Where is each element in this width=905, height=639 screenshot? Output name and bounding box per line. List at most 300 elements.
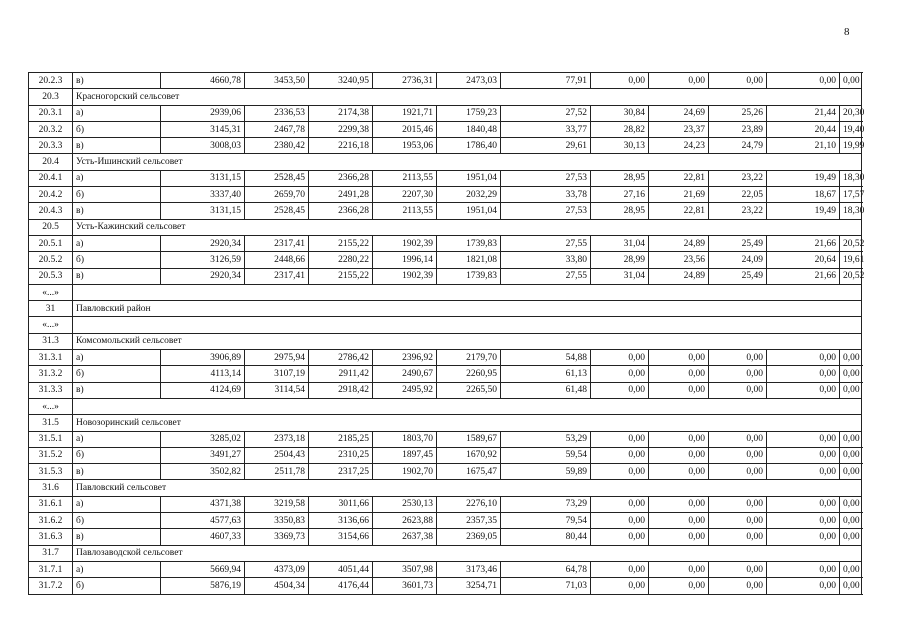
row-code: 31.3.1	[29, 350, 73, 366]
section-code: 20.3	[29, 89, 73, 105]
value-cell: 0,00	[767, 350, 840, 366]
table-row	[29, 235, 862, 251]
row-letter: б)	[73, 366, 161, 382]
value-cell: 2155,22	[309, 235, 373, 251]
value-cell: 0,00	[649, 73, 709, 89]
row-code: 31.6.1	[29, 496, 73, 512]
value-cell: 19,40	[840, 121, 862, 137]
value-cell: 0,00	[591, 366, 649, 382]
section-row	[29, 154, 862, 170]
row-code: 31.6.2	[29, 513, 73, 529]
value-cell: 2260,95	[437, 366, 501, 382]
value-cell: 1670,92	[437, 447, 501, 463]
value-cell: 21,44	[767, 105, 840, 121]
value-cell: 0,00	[767, 447, 840, 463]
value-cell: 0,00	[591, 447, 649, 463]
value-cell: 64,78	[501, 561, 591, 577]
value-cell: 2369,05	[437, 529, 501, 545]
section-row	[29, 333, 862, 349]
value-cell: 30,84	[591, 105, 649, 121]
table-row	[29, 187, 862, 203]
value-cell: 0,00	[649, 561, 709, 577]
value-cell: 0,00	[840, 529, 862, 545]
value-cell: 2310,25	[309, 447, 373, 463]
value-cell: 3240,95	[309, 73, 373, 89]
value-cell: 0,00	[591, 350, 649, 366]
value-cell: 2216,18	[309, 138, 373, 154]
ellipsis-row	[29, 317, 862, 333]
value-cell: 0,00	[840, 382, 862, 398]
value-cell: 59,89	[501, 464, 591, 480]
value-cell: 0,00	[767, 529, 840, 545]
value-cell: 0,00	[649, 464, 709, 480]
row-letter: а)	[73, 235, 161, 251]
value-cell: 0,00	[591, 529, 649, 545]
row-code: 20.4.1	[29, 170, 73, 186]
value-cell: 2317,41	[245, 235, 309, 251]
value-cell: 22,81	[649, 203, 709, 219]
row-letter: а)	[73, 561, 161, 577]
value-cell: 0,00	[649, 447, 709, 463]
value-cell: 25,49	[709, 235, 767, 251]
value-cell: 2280,22	[309, 252, 373, 268]
value-cell: 24,23	[649, 138, 709, 154]
row-code: 31.5.3	[29, 464, 73, 480]
row-letter: а)	[73, 105, 161, 121]
value-cell: 23,22	[709, 170, 767, 186]
table-row	[29, 464, 862, 480]
value-cell: 24,09	[709, 252, 767, 268]
row-letter: в)	[73, 203, 161, 219]
value-cell: 2911,42	[309, 366, 373, 382]
value-cell: 1951,04	[437, 170, 501, 186]
value-cell: 3136,66	[309, 513, 373, 529]
table-row	[29, 431, 862, 447]
section-row	[29, 415, 862, 431]
value-cell: 3107,19	[245, 366, 309, 382]
value-cell: 27,16	[591, 187, 649, 203]
value-cell: 2336,53	[245, 105, 309, 121]
section-label: Усть-Ишинский сельсовет	[73, 154, 862, 170]
table-row	[29, 350, 862, 366]
value-cell: 0,00	[840, 350, 862, 366]
value-cell: 2659,70	[245, 187, 309, 203]
value-cell: 1902,70	[373, 464, 437, 480]
value-cell: 0,00	[709, 431, 767, 447]
row-code: 20.5.2	[29, 252, 73, 268]
value-cell: 4577,63	[161, 513, 245, 529]
value-cell: 20,64	[767, 252, 840, 268]
row-code: 20.3.3	[29, 138, 73, 154]
value-cell: 0,00	[591, 513, 649, 529]
row-code: 20.3.2	[29, 121, 73, 137]
value-cell: 0,00	[649, 350, 709, 366]
value-cell: 24,89	[649, 235, 709, 251]
value-cell: 28,95	[591, 203, 649, 219]
value-cell: 61,13	[501, 366, 591, 382]
value-cell: 29,61	[501, 138, 591, 154]
row-letter: в)	[73, 529, 161, 545]
value-cell: 2736,31	[373, 73, 437, 89]
ellipsis-mark: «...»	[29, 317, 73, 333]
value-cell: 4660,78	[161, 73, 245, 89]
row-letter: в)	[73, 382, 161, 398]
value-cell: 2637,38	[373, 529, 437, 545]
table-row	[29, 73, 862, 89]
value-cell: 0,00	[591, 496, 649, 512]
value-cell: 0,00	[767, 366, 840, 382]
value-cell: 4051,44	[309, 561, 373, 577]
value-cell: 24,79	[709, 138, 767, 154]
section-label: Павловский район	[73, 301, 862, 317]
value-cell: 3011,66	[309, 496, 373, 512]
section-row	[29, 301, 862, 317]
value-cell: 19,49	[767, 203, 840, 219]
empty-cell	[73, 398, 862, 414]
value-cell: 20,30	[840, 105, 862, 121]
ellipsis-row	[29, 284, 862, 300]
table-row	[29, 513, 862, 529]
table-row	[29, 268, 862, 284]
value-cell: 0,00	[840, 513, 862, 529]
section-label: Павлозаводской сельсовет	[73, 545, 862, 561]
value-cell: 0,00	[840, 447, 862, 463]
value-cell: 2113,55	[373, 203, 437, 219]
value-cell: 2786,42	[309, 350, 373, 366]
value-cell: 0,00	[840, 366, 862, 382]
value-cell: 2366,28	[309, 170, 373, 186]
tariff-table	[28, 72, 865, 595]
value-cell: 3453,50	[245, 73, 309, 89]
value-cell: 5669,94	[161, 561, 245, 577]
value-cell: 3369,73	[245, 529, 309, 545]
value-cell: 0,00	[649, 431, 709, 447]
value-cell: 2528,45	[245, 203, 309, 219]
value-cell: 19,61	[840, 252, 862, 268]
section-label: Новозоринский сельсовет	[73, 415, 862, 431]
value-cell: 2473,03	[437, 73, 501, 89]
row-code: 20.4.2	[29, 187, 73, 203]
row-letter: б)	[73, 252, 161, 268]
row-letter: в)	[73, 138, 161, 154]
value-cell: 0,00	[767, 513, 840, 529]
value-cell: 3507,98	[373, 561, 437, 577]
value-cell: 61,48	[501, 382, 591, 398]
value-cell: 2366,28	[309, 203, 373, 219]
value-cell: 4371,38	[161, 496, 245, 512]
value-cell: 3601,73	[373, 578, 437, 594]
value-cell: 1739,83	[437, 268, 501, 284]
value-cell: 2495,92	[373, 382, 437, 398]
value-cell: 22,81	[649, 170, 709, 186]
value-cell: 0,00	[649, 513, 709, 529]
value-cell: 0,00	[709, 529, 767, 545]
value-cell: 0,00	[649, 496, 709, 512]
page-number: 8	[844, 26, 850, 38]
table-row	[29, 382, 862, 398]
value-cell: 0,00	[840, 464, 862, 480]
section-row	[29, 480, 862, 496]
value-cell: 0,00	[709, 578, 767, 594]
section-row	[29, 219, 862, 235]
section-code: 31.7	[29, 545, 73, 561]
value-cell: 0,00	[649, 366, 709, 382]
value-cell: 21,66	[767, 268, 840, 284]
value-cell: 2317,41	[245, 268, 309, 284]
value-cell: 3008,03	[161, 138, 245, 154]
empty-cell	[73, 284, 862, 300]
value-cell: 18,67	[767, 187, 840, 203]
value-cell: 77,91	[501, 73, 591, 89]
value-cell: 0,00	[840, 561, 862, 577]
row-letter: в)	[73, 268, 161, 284]
value-cell: 21,69	[649, 187, 709, 203]
section-row	[29, 89, 862, 105]
value-cell: 3254,71	[437, 578, 501, 594]
value-cell: 2317,25	[309, 464, 373, 480]
value-cell: 0,00	[649, 382, 709, 398]
table-row	[29, 496, 862, 512]
value-cell: 2975,94	[245, 350, 309, 366]
value-cell: 2207,30	[373, 187, 437, 203]
section-code: 31	[29, 301, 73, 317]
value-cell: 4113,14	[161, 366, 245, 382]
value-cell: 53,29	[501, 431, 591, 447]
row-code: 31.3.2	[29, 366, 73, 382]
value-cell: 3145,31	[161, 121, 245, 137]
value-cell: 24,89	[649, 268, 709, 284]
section-code: 20.5	[29, 219, 73, 235]
table-row	[29, 578, 862, 594]
value-cell: 2396,92	[373, 350, 437, 366]
table-row	[29, 105, 862, 121]
value-cell: 21,10	[767, 138, 840, 154]
value-cell: 1921,71	[373, 105, 437, 121]
row-letter: а)	[73, 431, 161, 447]
section-row	[29, 545, 862, 561]
value-cell: 0,00	[840, 578, 862, 594]
value-cell: 25,49	[709, 268, 767, 284]
row-letter: в)	[73, 73, 161, 89]
value-cell: 0,00	[767, 431, 840, 447]
value-cell: 18,30	[840, 203, 862, 219]
value-cell: 2373,18	[245, 431, 309, 447]
value-cell: 4176,44	[309, 578, 373, 594]
value-cell: 2448,66	[245, 252, 309, 268]
value-cell: 19,49	[767, 170, 840, 186]
value-cell: 0,00	[591, 578, 649, 594]
row-letter: б)	[73, 187, 161, 203]
row-code: 31.7.2	[29, 578, 73, 594]
value-cell: 2113,55	[373, 170, 437, 186]
value-cell: 1840,48	[437, 121, 501, 137]
value-cell: 2032,29	[437, 187, 501, 203]
table-row	[29, 561, 862, 577]
value-cell: 23,56	[649, 252, 709, 268]
value-cell: 1589,67	[437, 431, 501, 447]
value-cell: 80,44	[501, 529, 591, 545]
value-cell: 2920,34	[161, 235, 245, 251]
value-cell: 3285,02	[161, 431, 245, 447]
value-cell: 0,00	[709, 464, 767, 480]
value-cell: 2179,70	[437, 350, 501, 366]
value-cell: 27,53	[501, 203, 591, 219]
value-cell: 0,00	[649, 578, 709, 594]
value-cell: 4373,09	[245, 561, 309, 577]
value-cell: 1897,45	[373, 447, 437, 463]
value-cell: 0,00	[709, 366, 767, 382]
value-cell: 0,00	[709, 447, 767, 463]
value-cell: 54,88	[501, 350, 591, 366]
value-cell: 1803,70	[373, 431, 437, 447]
value-cell: 27,53	[501, 170, 591, 186]
value-cell: 28,99	[591, 252, 649, 268]
value-cell: 2265,50	[437, 382, 501, 398]
value-cell: 0,00	[709, 382, 767, 398]
value-cell: 2511,78	[245, 464, 309, 480]
value-cell: 0,00	[649, 529, 709, 545]
value-cell: 0,00	[767, 578, 840, 594]
value-cell: 23,89	[709, 121, 767, 137]
value-cell: 19,99	[840, 138, 862, 154]
value-cell: 3491,27	[161, 447, 245, 463]
value-cell: 3337,40	[161, 187, 245, 203]
value-cell: 0,00	[591, 464, 649, 480]
value-cell: 20,44	[767, 121, 840, 137]
value-cell: 2491,28	[309, 187, 373, 203]
row-letter: б)	[73, 578, 161, 594]
section-label: Комсомольский сельсовет	[73, 333, 862, 349]
value-cell: 2276,10	[437, 496, 501, 512]
row-code: 20.5.1	[29, 235, 73, 251]
row-code: 20.4.3	[29, 203, 73, 219]
row-letter: б)	[73, 121, 161, 137]
value-cell: 1902,39	[373, 235, 437, 251]
value-cell: 79,54	[501, 513, 591, 529]
section-code: 31.3	[29, 333, 73, 349]
row-code: 20.2.3	[29, 73, 73, 89]
value-cell: 1759,23	[437, 105, 501, 121]
value-cell: 2174,38	[309, 105, 373, 121]
ellipsis-row	[29, 398, 862, 414]
row-letter: а)	[73, 350, 161, 366]
value-cell: 2920,34	[161, 268, 245, 284]
value-cell: 4124,69	[161, 382, 245, 398]
table-row	[29, 529, 862, 545]
value-cell: 2155,22	[309, 268, 373, 284]
table-row	[29, 138, 862, 154]
value-cell: 30,13	[591, 138, 649, 154]
value-cell: 2504,43	[245, 447, 309, 463]
value-cell: 2467,78	[245, 121, 309, 137]
value-cell: 1996,14	[373, 252, 437, 268]
row-code: 31.6.3	[29, 529, 73, 545]
table-row	[29, 252, 862, 268]
value-cell: 3350,83	[245, 513, 309, 529]
value-cell: 20,52	[840, 268, 862, 284]
ellipsis-mark: «...»	[29, 398, 73, 414]
row-code: 31.5.2	[29, 447, 73, 463]
value-cell: 0,00	[767, 73, 840, 89]
value-cell: 20,52	[840, 235, 862, 251]
value-cell: 3131,15	[161, 170, 245, 186]
value-cell: 31,04	[591, 235, 649, 251]
row-code: 20.5.3	[29, 268, 73, 284]
value-cell: 0,00	[767, 464, 840, 480]
value-cell: 1902,39	[373, 268, 437, 284]
value-cell: 0,00	[767, 382, 840, 398]
section-label: Красногорский сельсовет	[73, 89, 862, 105]
value-cell: 3131,15	[161, 203, 245, 219]
value-cell: 0,00	[709, 73, 767, 89]
value-cell: 0,00	[709, 496, 767, 512]
value-cell: 59,54	[501, 447, 591, 463]
value-cell: 2015,46	[373, 121, 437, 137]
value-cell: 3154,66	[309, 529, 373, 545]
value-cell: 73,29	[501, 496, 591, 512]
value-cell: 0,00	[767, 496, 840, 512]
value-cell: 28,82	[591, 121, 649, 137]
table-row	[29, 203, 862, 219]
row-code: 31.7.1	[29, 561, 73, 577]
value-cell: 3114,54	[245, 382, 309, 398]
value-cell: 3219,58	[245, 496, 309, 512]
row-letter: б)	[73, 513, 161, 529]
value-cell: 2380,42	[245, 138, 309, 154]
value-cell: 33,78	[501, 187, 591, 203]
value-cell: 0,00	[767, 561, 840, 577]
value-cell: 0,00	[840, 496, 862, 512]
table-row	[29, 170, 862, 186]
value-cell: 2299,38	[309, 121, 373, 137]
value-cell: 17,57	[840, 187, 862, 203]
value-cell: 0,00	[591, 561, 649, 577]
row-code: 31.3.3	[29, 382, 73, 398]
value-cell: 22,05	[709, 187, 767, 203]
value-cell: 3906,89	[161, 350, 245, 366]
value-cell: 2185,25	[309, 431, 373, 447]
value-cell: 25,26	[709, 105, 767, 121]
value-cell: 2528,45	[245, 170, 309, 186]
value-cell: 2939,06	[161, 105, 245, 121]
value-cell: 5876,19	[161, 578, 245, 594]
section-label: Усть-Кажинский сельсовет	[73, 219, 862, 235]
row-code: 31.5.1	[29, 431, 73, 447]
value-cell: 1739,83	[437, 235, 501, 251]
value-cell: 0,00	[709, 350, 767, 366]
value-cell: 1821,08	[437, 252, 501, 268]
table-row	[29, 447, 862, 463]
value-cell: 18,30	[840, 170, 862, 186]
table-body	[29, 73, 865, 595]
value-cell: 2623,88	[373, 513, 437, 529]
value-cell: 3502,82	[161, 464, 245, 480]
value-cell: 1786,40	[437, 138, 501, 154]
value-cell: 33,77	[501, 121, 591, 137]
value-cell: 0,00	[591, 382, 649, 398]
value-cell: 1675,47	[437, 464, 501, 480]
value-cell: 71,03	[501, 578, 591, 594]
value-cell: 2357,35	[437, 513, 501, 529]
value-cell: 23,22	[709, 203, 767, 219]
value-cell: 21,66	[767, 235, 840, 251]
value-cell: 28,95	[591, 170, 649, 186]
value-cell: 3173,46	[437, 561, 501, 577]
value-cell: 3126,59	[161, 252, 245, 268]
value-cell: 0,00	[591, 73, 649, 89]
row-letter: в)	[73, 464, 161, 480]
value-cell: 0,00	[840, 73, 862, 89]
